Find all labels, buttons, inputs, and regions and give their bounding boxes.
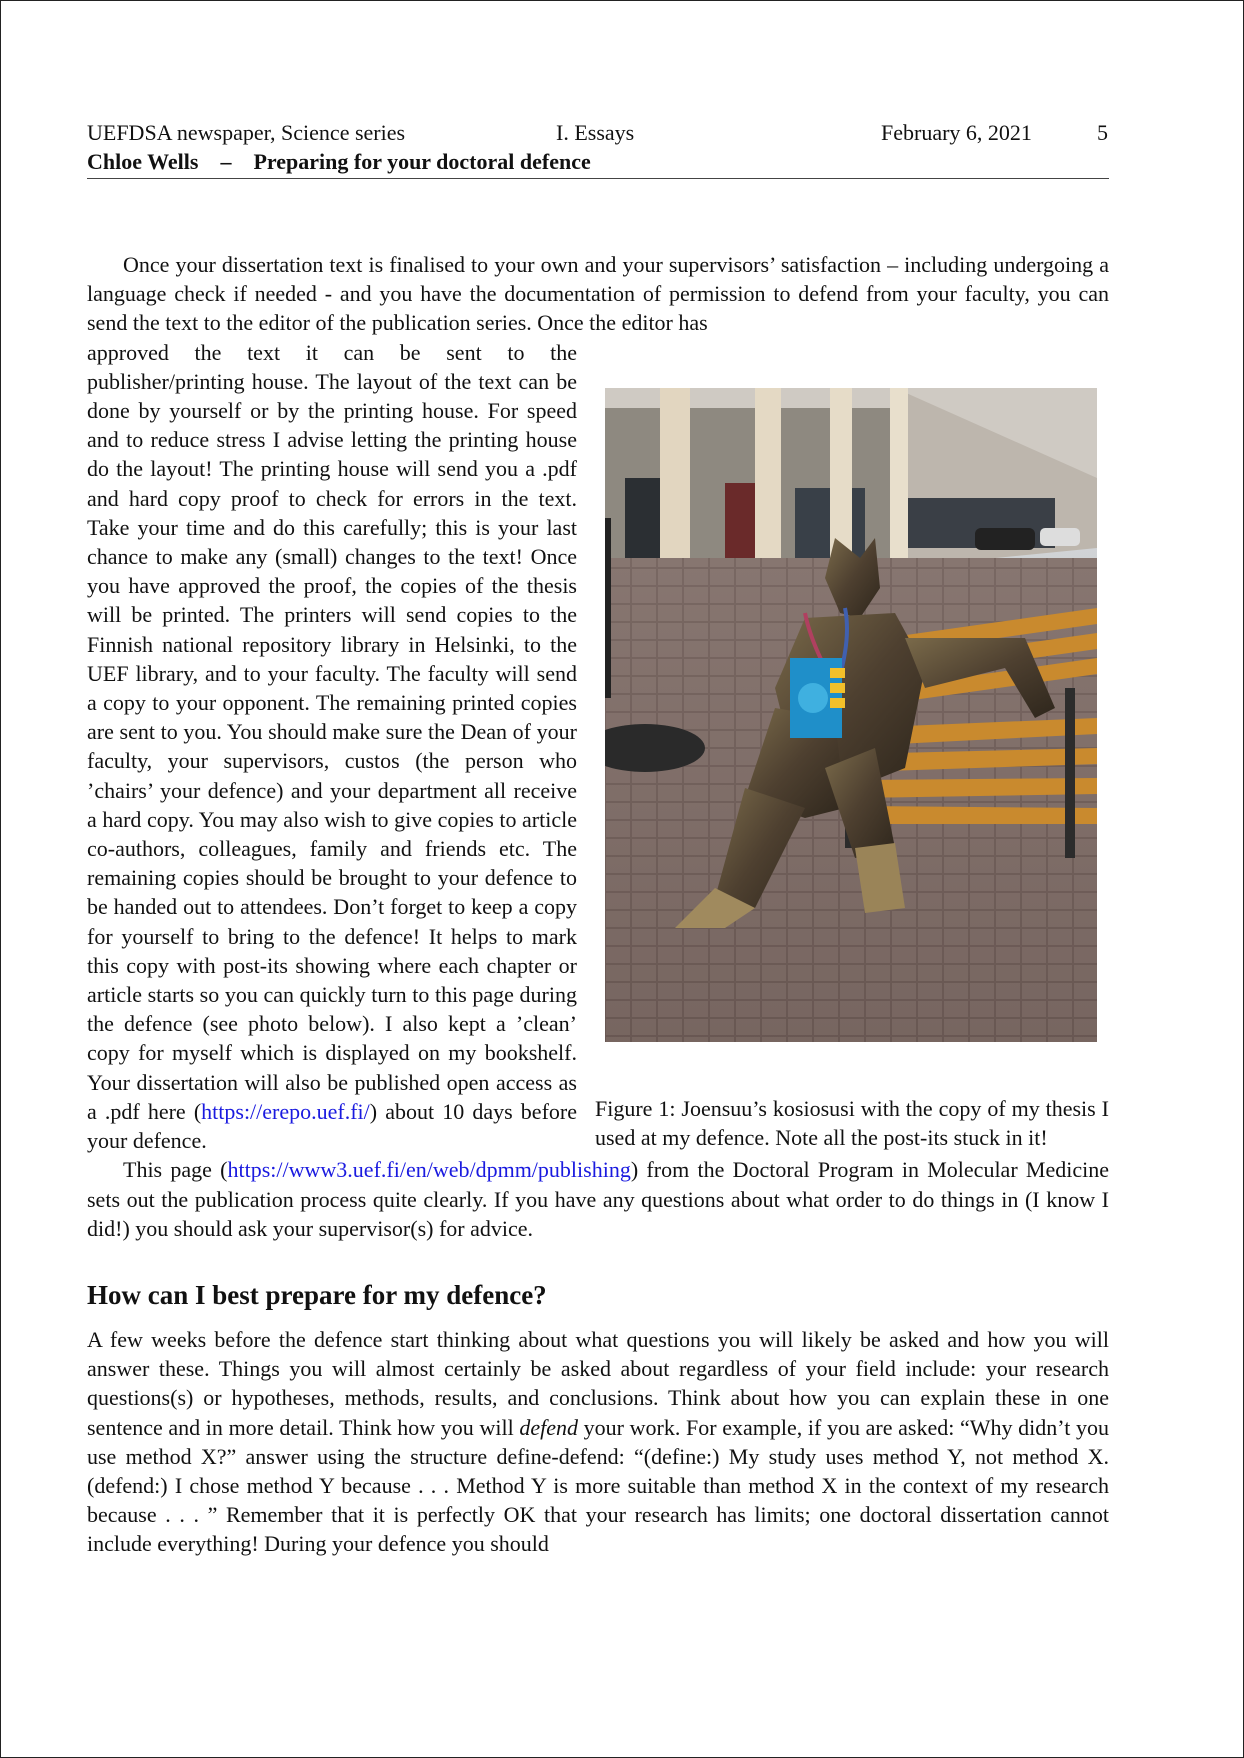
paragraph-dpmm-end: ) from the Doctoral Program in Molecular Medicine sets out the publication process quite clearly. If you have any questions about what order to do things in (I know I did!) you should ask your supervisor(s) for advice. — [87, 1157, 1109, 1241]
emphasis-defend: defend — [519, 1414, 578, 1440]
header-dash: – — [220, 149, 232, 174]
paragraph-publishing-end: ) about 10 days before your defence. — [87, 1098, 577, 1154]
section-heading: How can I best prepare for my defence? — [87, 1279, 547, 1310]
running-header — [87, 120, 1109, 148]
issue-date: February 6, 2021 — [881, 120, 1032, 145]
thesis-book — [790, 658, 845, 738]
paragraph-prepare-b: your work. For example, if you are asked: “Why didn’t you use method X?” answer using the structure define-defend: “(define:) My study uses method Y, not method X. (defend:) I chose method Y because . . . Method Y is more suitable than method X in the context of my research because . . . ” Remember that it is perfectly OK that your research has limits; one doctoral dissertation cannot include everything! During your defence you should — [87, 1414, 1109, 1557]
statue-photo — [605, 388, 1097, 1042]
article-body — [87, 250, 1109, 1559]
paragraph-intro: Once your dissertation text is finalised to your own and your supervisors’ satisfaction – including undergoing a language check if needed - and you have the documentation of permission to defend from your faculty, you can send the text to the editor of the publication series. Once the editor has — [87, 252, 1109, 336]
figure-caption: Figure 1: Joensuu’s kosiosusi with the copy of my thesis I used at my defence. Note all the post-its stuck in it! — [595, 1095, 1109, 1150]
paragraph-dpmm-start: This page ( — [123, 1157, 228, 1183]
paragraph-prepare — [87, 1325, 1109, 1559]
author-name: Chloe Wells — [87, 149, 199, 174]
publication-name: UEFDSA newspaper, Science series — [87, 120, 406, 145]
paragraph-prepare-a: A few weeks before the defence start thinking about what questions you will likely be asked and how you will answer these. Things you will almost certainly be asked about regardless of your field include: your research questions(s) or hypotheses, methods, results, and conclusions. Think about how you can explain these in one sentence and in more detail. Think how you will — [87, 1326, 1109, 1440]
page-number: 5 — [1097, 120, 1108, 145]
erepo-link[interactable]: https://erepo.uef.fi/ — [201, 1098, 370, 1124]
paragraph-publishing-text: approved the text it can be sent to the publisher/printing house. The layout of the text can be done by yourself or by the printing house. For speed and to reduce stress I advise letting the printing house do the layout! The printing house will send you a .pdf and hard copy proof to check for errors in the text. Take your time and do this carefully; this is your last chance to make any (small) changes to the text! Once you have approved the proof, the copies of the thesis will be printed. The printers will send copies to the Finnish national repository library in Helsinki, to the UEF library, and to your faculty. The faculty will send a copy to your opponent. The remaining printed copies are sent to you. You should make sure the Dean of your faculty, your supervisors, custos (the person who ’chairs’ your defence) and your department all receive a hard copy. You may also wish to give copies to article co-authors, colleagues, family and friends etc. The remaining copies should be brought to your defence to be handed out to attendees. Don’t forget to keep a copy for yourself to bring to the defence! It helps to mark this copy with post-its showing where each chapter or article starts so you can quickly turn to this page during the defence (see photo below). I also kept a ’clean’ copy for myself which is displayed on my bookshelf. Your dissertation will also be published open access as a .pdf here ( — [87, 339, 577, 1124]
section-name: I. Essays — [556, 120, 635, 145]
dpmm-publishing-link[interactable]: https://www3.uef.fi/en/web/dpmm/publishing — [227, 1157, 631, 1183]
header-rule — [87, 178, 1109, 179]
article-title: Preparing for your doctoral defence — [253, 149, 591, 174]
author-title-line — [87, 149, 591, 175]
figure-1 — [595, 338, 1109, 1152]
paragraph-dpmm — [87, 1155, 1109, 1243]
